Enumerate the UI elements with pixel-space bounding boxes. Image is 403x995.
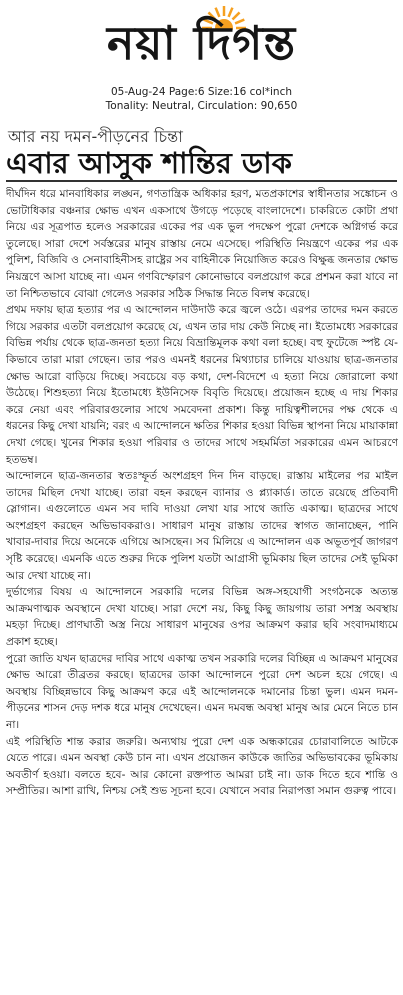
clipping-meta-line2: Tonality: Neutral, Circulation: 90,650 xyxy=(105,100,298,112)
clipping-meta-line1: 05-Aug-24 Page:6 Size:16 col*inch xyxy=(110,86,293,98)
article-headline: এবার আসুক শান্তির ডাক xyxy=(6,146,292,180)
masthead xyxy=(0,0,403,82)
article-kicker: আর নয় দমন-পীড়নের চিন্তা xyxy=(8,127,183,146)
article-paragraph: পুরো জাতি যখন ছাত্রদের দাবির সাথে একাত্ম তখন সরকারি দলের বিচ্ছিন্ন এ আক্রমণ মানুষের ক্ষোভ আরো তীব্রতর করছে। ছাত্রদের ডাকা আন্দোলনে পুরো দেশ অচল হয়ে গেছে। এ অবস্থায় বিচ্ছিন্নভাবে কিছু আক্রমণ করে এই আন্দোলনকে দমানোর চিন্তা ভুল। এমন দমন-পীড়নের শাসন দেড় দশক ধরে মানুষ দেখেছেন। এমন দমবন্ধ অবস্থা মানুষ আর মেনে নিতে চান না। xyxy=(6,652,398,731)
newspaper-logo: নয়া দিগন্ত xyxy=(106,16,297,70)
article-paragraph: প্রথম দফায় ছাত্র হত্যার পর এ আন্দোলন দাউদাউ করে জ্বলে ওঠে। এরপর তাদের দমন করতে গিয়ে সরকার এতটা বলপ্রয়োগ করেছে যে, এখন তার দায় কেউ নিচ্ছে না। ইতোমধ্যে সরকারের বিভিন্ন পর্যায় থেকে ছাত্র-জনতা হত্যা নিয়ে বিভ্রান্তিমূলক কথা বলা হচ্ছে। বহু ফুটেজে স্পষ্ট যে- কিভাবে তারা মারা গেছেন। তার পরও এমনই ধরনের মিথ্যাচার চালিয়ে যাওয়ায় ছাত্র-জনতার ক্ষোভ আরো বাড়িয়ে দিচ্ছে। সবচেয়ে বড় কথা, দেশ-বিদেশে এ হত্যা নিয়ে জোরালো কথা উঠেছে। শিশুহত্যা নিয়ে ইতোমধ্যে ইউনিসেফ বিবৃতি দিয়েছে। প্রয়োজন হচ্ছে এ দায় শিকার করে নেয়া এবং পরিবারগুলোর সাথে সমবেদনা প্রকাশ। কিন্তু দায়িত্বশীলদের পক্ষ থেকে এ ধরনের কিছু দেখা যায়নি; বরং এ আন্দোলনে ক্ষতির শিকার হওয়া বিভিন্ন স্থাপনা নিয়ে মায়াকান্না দেখা গেছে। খুনের শিকার হওয়া পরিবার ও তাদের সাথে সহমর্মিতা সরকারের এমন আচরণে হতভম্ব। xyxy=(6,304,398,466)
article-paragraph: দুর্ভাগ্যের বিষয় এ আন্দোলনে সরকারি দলের বিভিন্ন অঙ্গ-সহযোগী সংগঠনকে অত্যন্ত আক্রমণাত্মক অবস্থানে দেখা যাচ্ছে। সারা দেশে নয়, কিছু কিছু জায়গায় তারা সশস্ত্র অবস্থায় মহড়া দিচ্ছে। প্রাণঘাতী অস্ত্র নিয়ে সাধারণ মানুষের ওপর আক্রমণ করার ছবি সংবাদমাধ্যমে প্রকাশ হচ্ছে। xyxy=(6,586,398,649)
article-paragraph: আন্দোলনে ছাত্র-জনতার স্বতঃস্ফূর্ত অংশগ্রহণ দিন দিন বাড়ছে। রাস্তায় মাইলের পর মাইল তাদের মিছিল দেখা যাচ্ছে। তারা বহন করছেন ব্যানার ও প্ল্যাকার্ড। তাতে রয়েছে প্রতিবাদী স্লোগান। এগুলোতে এমন সব দাবি দাওয়া লেখা যার সাথে জাতি একাত্ম। ছাত্রদের সাথে অংশগ্রহণ করছেন অভিভাবকরাও। সাধারণ মানুষ রাস্তায় তাদের স্বাগত জানাচ্ছেন, পানি খাবার-দাবার দিয়ে অনেকে এগিয়ে আসছেন। সব মিলিয়ে এ আন্দোলন এক অভূতপূর্ব জাগরণ সৃষ্টি করেছে। এমনকি এতে শুরুর দিকে পুলিশ যতটা আগ্রাসী ভূমিকায় ছিল তাদের সেই ভূমিকা আর দেখা যাচ্ছে না। xyxy=(6,470,398,582)
article-body xyxy=(6,186,398,986)
article-paragraph: এই পরিস্থিতি শান্ত করার জরুরি। অন্যথায় পুরো দেশ এক অন্ধকারের চোরাবালিতে আটকে যেতে পারে। এমন অবস্থা কেউ চান না। এখন প্রয়োজন কাউকে জাতির অভিভাবকের ভূমিকায় অবতীর্ণ হওয়া। বলতে হবে- আর কোনো রক্তপাত আমরা চাই না। ডাক দিতে হবে শান্তি ও সম্প্রীতির। আশা রাখি, নিশ্চয় সেই শুভ সূচনা হবে। যেখানে সবার নিরাপত্তা সমান গুরুত্ব পাবে। xyxy=(6,735,398,798)
headline-divider xyxy=(6,180,397,182)
article-paragraph: দীর্ঘদিন ধরে মানবাধিকার লঙ্ঘন, গণতান্ত্রিক অধিকার হরণ, মতপ্রকাশের স্বাধীনতার সঙ্কোচন ও ভোটাধিকার বঞ্চনার ক্ষোভ এখন একসাথে উগড়ে পড়েছে বাংলাদেশে। চাকরিতে কোটা প্রথা নিয়ে এর সূত্রপাত হলেও সরকারের একের পর এক ভুল পদক্ষেপ পুরো দেশকে অগ্নিগর্ভ করে তুলেছে। সারা দেশে সর্বস্তরের মানুষ রাস্তায় নেমে এসেছে। পরিস্থিতি নিয়ন্ত্রণে একের পর এক পুলিশ, বিজিবি ও সেনাবাহিনীসহ রাষ্ট্রের সব বাহিনীকে নিয়োজিত করেও বিক্ষুব্ধ জনতার ক্ষোভ নিয়ন্ত্রণে আসা যাচ্ছে না। এমন গণবিস্ফোরণ কোনোভাবে বলপ্রয়োগ করে প্রশমন করা যাবে না তা নিশ্চিতভাবে বোঝা গেলেও সরকার সঠিক সিদ্ধান্ত নিতে বিলম্ব করেছে। xyxy=(6,188,398,300)
